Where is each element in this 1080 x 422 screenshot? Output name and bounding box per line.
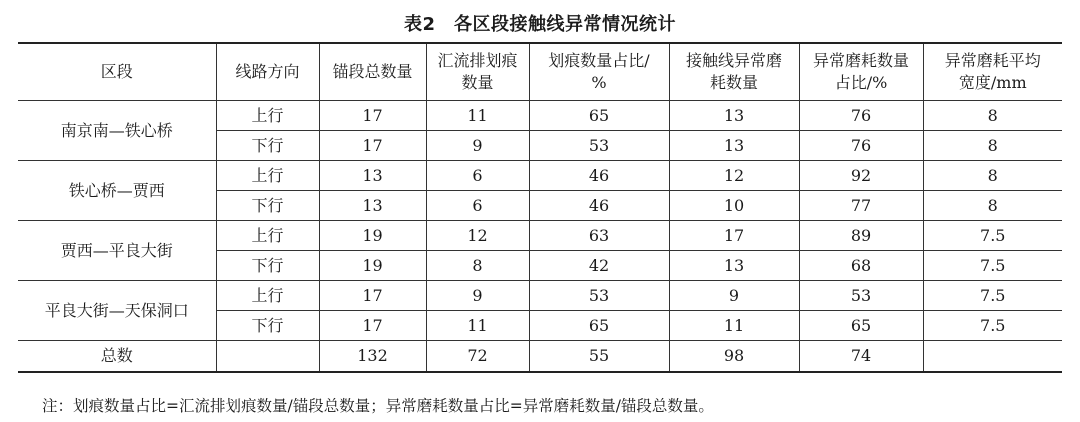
- total-label-cell: 总数: [18, 341, 216, 373]
- column-header: [216, 43, 319, 101]
- column-header-line: 占比/%: [834, 73, 888, 92]
- column-header-line: 异常磨耗数量: [812, 51, 909, 70]
- column-header: [669, 43, 799, 101]
- value-cell: 9: [426, 131, 529, 161]
- value-cell: 76: [799, 101, 923, 131]
- value-cell: 13: [669, 131, 799, 161]
- value-cell: 8: [923, 131, 1062, 161]
- column-header: [923, 43, 1062, 101]
- value-cell: 7.5: [923, 281, 1062, 311]
- value-cell: 19: [319, 221, 426, 251]
- value-cell: 76: [799, 131, 923, 161]
- value-cell: 89: [799, 221, 923, 251]
- value-cell: 65: [529, 311, 669, 341]
- value-cell: 7.5: [923, 251, 1062, 281]
- direction-cell: 上行: [216, 281, 319, 311]
- column-header-line: 线路方向: [235, 62, 300, 81]
- column-header-line: 耗数量: [709, 73, 758, 92]
- value-cell: 6: [426, 191, 529, 221]
- section-cell: 贾西—平良大街: [18, 221, 216, 281]
- value-cell: 8: [923, 161, 1062, 191]
- column-header: [319, 43, 426, 101]
- direction-cell: 下行: [216, 191, 319, 221]
- value-cell: 65: [529, 101, 669, 131]
- column-header-line: 汇流排划痕: [437, 51, 518, 70]
- value-cell: 6: [426, 161, 529, 191]
- table-row: [18, 281, 1062, 311]
- value-cell: 92: [799, 161, 923, 191]
- direction-cell: 下行: [216, 131, 319, 161]
- value-cell: 53: [529, 281, 669, 311]
- column-header: [18, 43, 216, 101]
- value-cell: 42: [529, 251, 669, 281]
- direction-cell: 下行: [216, 311, 319, 341]
- column-header: [426, 43, 529, 101]
- value-cell: 13: [669, 101, 799, 131]
- column-header-line: 宽度/mm: [958, 73, 1027, 92]
- value-cell: 7.5: [923, 311, 1062, 341]
- total-value-cell: 132: [319, 341, 426, 373]
- value-cell: 13: [319, 161, 426, 191]
- total-value-cell: 72: [426, 341, 529, 373]
- value-cell: 19: [319, 251, 426, 281]
- value-cell: 65: [799, 311, 923, 341]
- header-row: [18, 43, 1062, 101]
- value-cell: 13: [669, 251, 799, 281]
- direction-cell: 上行: [216, 101, 319, 131]
- column-header-line: %: [591, 73, 607, 92]
- value-cell: 9: [426, 281, 529, 311]
- value-cell: 68: [799, 251, 923, 281]
- column-header-line: 数量: [461, 73, 494, 92]
- direction-cell: 下行: [216, 251, 319, 281]
- section-cell: 南京南—铁心桥: [18, 101, 216, 161]
- table-note: 注：划痕数量占比=汇流排划痕数量/锚段总数量；异常磨耗数量占比=异常磨耗数量/锚段总数量。: [42, 397, 714, 415]
- value-cell: 11: [426, 311, 529, 341]
- table-row: [18, 221, 1062, 251]
- total-value-cell: [923, 341, 1062, 373]
- value-cell: 77: [799, 191, 923, 221]
- column-header-line: 接触线异常磨: [685, 51, 782, 70]
- value-cell: 17: [319, 311, 426, 341]
- value-cell: 53: [799, 281, 923, 311]
- value-cell: 12: [426, 221, 529, 251]
- value-cell: 17: [319, 101, 426, 131]
- value-cell: 46: [529, 191, 669, 221]
- table-title: 表2 各区段接触线异常情况统计: [403, 14, 677, 35]
- value-cell: 63: [529, 221, 669, 251]
- value-cell: 8: [923, 191, 1062, 221]
- direction-cell: 上行: [216, 161, 319, 191]
- column-header-line: 锚段总数量: [332, 62, 413, 81]
- value-cell: 17: [319, 281, 426, 311]
- section-cell: 平良大街—天保洞口: [18, 281, 216, 341]
- value-cell: 9: [669, 281, 799, 311]
- column-header-line: 区段: [100, 62, 133, 81]
- total-value-cell: 98: [669, 341, 799, 373]
- value-cell: 17: [319, 131, 426, 161]
- value-cell: 11: [669, 311, 799, 341]
- column-header-line: 划痕数量占比/: [548, 51, 650, 70]
- statistics-table: [18, 42, 1062, 373]
- section-cell: 铁心桥—贾西: [18, 161, 216, 221]
- value-cell: 10: [669, 191, 799, 221]
- value-cell: 46: [529, 161, 669, 191]
- value-cell: 12: [669, 161, 799, 191]
- value-cell: 8: [923, 101, 1062, 131]
- table-body: [18, 101, 1062, 373]
- value-cell: 53: [529, 131, 669, 161]
- total-row: [18, 341, 1062, 373]
- value-cell: 17: [669, 221, 799, 251]
- value-cell: 7.5: [923, 221, 1062, 251]
- total-value-cell: 74: [799, 341, 923, 373]
- value-cell: 8: [426, 251, 529, 281]
- column-header: [799, 43, 923, 101]
- direction-cell: 上行: [216, 221, 319, 251]
- column-header-line: 异常磨耗平均: [944, 51, 1041, 70]
- value-cell: 11: [426, 101, 529, 131]
- column-header: [529, 43, 669, 101]
- value-cell: 13: [319, 191, 426, 221]
- table-row: [18, 161, 1062, 191]
- table-row: [18, 101, 1062, 131]
- total-value-cell: [216, 341, 319, 373]
- total-value-cell: 55: [529, 341, 669, 373]
